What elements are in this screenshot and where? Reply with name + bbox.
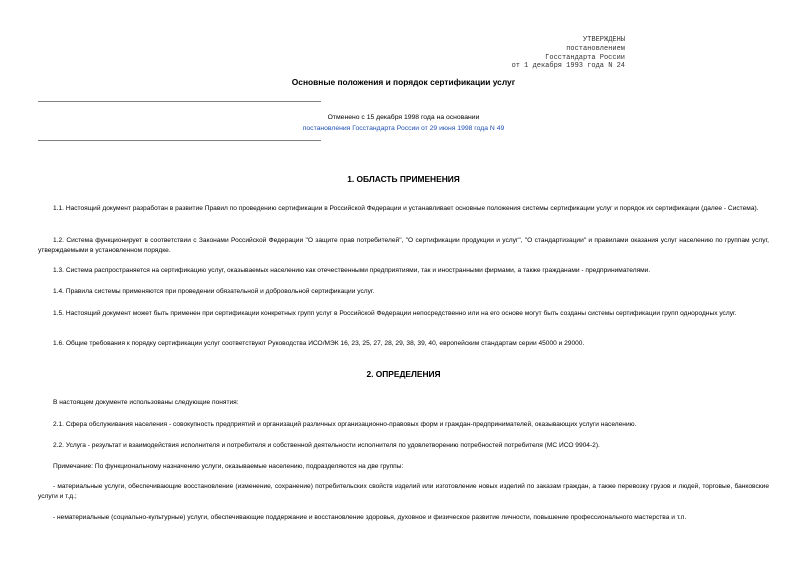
paragraph: - нематериальные (социально-культурные) услуги, обеспечивающие поддержание и восстановление здоровья, духовное и физическое развитие личности, повышение профессионального мастерства и т.п. — [53, 514, 687, 521]
paragraph: 1.1. Настоящий документ разработан в развитие Правил по проведению сертификации в Российской Федерации и устанавливает основные положения системы сертификации услуг и порядок их сертификации (далее - Система). — [53, 205, 759, 212]
approval-line: УТВЕРЖДЕНЫ — [582, 36, 625, 44]
divider — [38, 140, 321, 141]
paragraph: Примечание: По функциональному назначению услуги, оказываемые населению, подразделяются на две группы: — [53, 463, 404, 470]
paragraph: 2.1. Сфера обслуживания населения - совокупность предприятий и организаций различных организационно-правовых форм и граждан-предпринимателей, оказывающих услуги населению. — [53, 421, 637, 428]
paragraph: В настоящем документе использованы следующие понятия: — [53, 399, 239, 406]
approval-block — [425, 36, 625, 71]
section-heading: 2. ОПРЕДЕЛЕНИЯ — [366, 369, 441, 379]
divider — [38, 101, 321, 102]
approval-line: от 1 декабря 1993 года N 24 — [511, 62, 625, 71]
paragraph: 1.5. Настоящий документ может быть применен при сертификации конкретных групп услуг в Российской Федерации непосредственно или на его основе могут быть созданы системы сертификации групп однородных услуг. — [53, 310, 737, 317]
paragraph: 2.2. Услуга - результат и взаимодействия исполнителя и потребителя и собственной деятельности исполнителя по удовлетворению потребностей потребителя (МС ИСО 9904-2). — [53, 442, 600, 449]
cancellation-text: Отменено с 15 декабря 1998 года на основании — [327, 114, 480, 121]
approval-line: Госстандарта России — [545, 53, 625, 62]
paragraph: - материальные услуги, обеспечивающие восстановление (изменение, сохранение) потребительских свойств изделий или изготовление новых изделий по заказам граждан, а также перевозку грузов и людей, торговые, банковские услуги и т.д.; — [38, 483, 769, 500]
section-heading: 1. ОБЛАСТЬ ПРИМЕНЕНИЯ — [347, 174, 460, 184]
paragraph: 1.4. Правила системы применяются при проведении обязательной и добровольной сертификации услуг. — [53, 288, 375, 295]
cancellation-link[interactable]: постановления Госстандарта России от 29 июня 1998 года N 49 — [302, 125, 505, 132]
document-title: Основные положения и порядок сертификации услуг — [291, 77, 516, 87]
paragraph: 1.3. Система распространяется на сертификацию услуг, оказываемых населению как отечественными предприятиями, так и иностранными фирмами, а также гражданами - предпринимателями. — [53, 267, 651, 274]
approval-line: постановлением — [566, 44, 625, 53]
paragraph: 1.6. Общие требования к порядку сертификации услуг соответствуют Руководства ИСО/МЭК 16, 23, 25, 27, 28, 29, 38, 39, 40, европейским стандартам серии 45000 и 29000. — [53, 340, 585, 347]
paragraph: 1.2. Система функционирует в соответствии с Законами Российской Федерации "О защите прав потребителей", "О сертификации продукции и услуг", "О стандартизации" и правилами оказания услуг населению по группам услуг, утверждаемыми в установленном порядке. — [38, 237, 769, 254]
